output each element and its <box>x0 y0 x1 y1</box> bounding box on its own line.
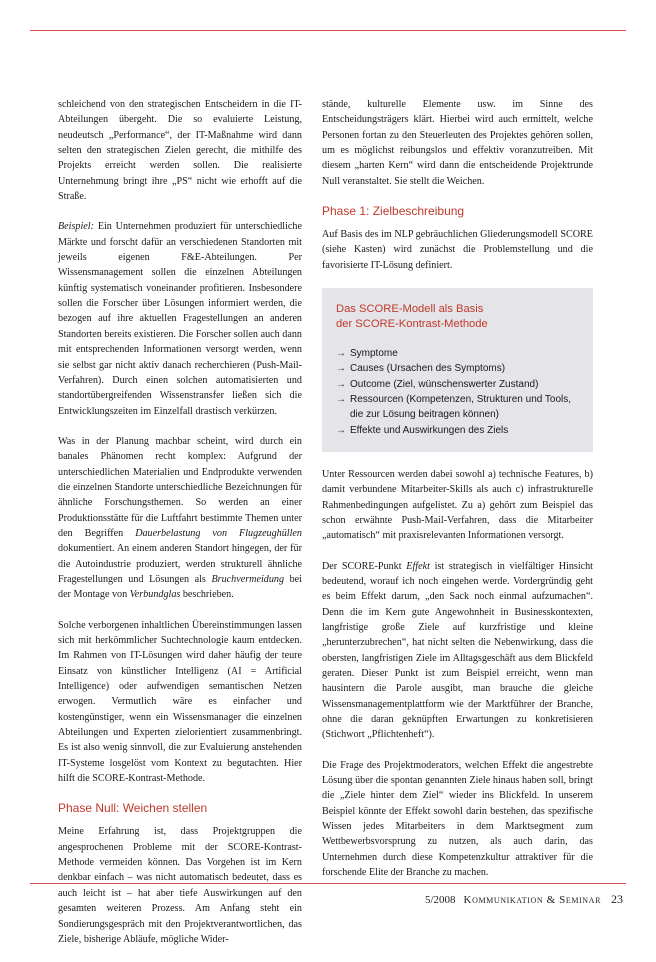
bottom-rule <box>30 883 626 884</box>
arrow-right-icon: → <box>336 348 346 360</box>
text-span: ist strategisch in vielfältiger Hinsicht bedeutend, worauf ich noch eingehen werde. Vordergründig geht es beim Effekt darum, „den Sack noch einmal aufzumachen“. Denn die im Kern gute Angewohnheit in Businesskontexten, langfristige große Ziele auf kurzfristige und kleine „herunterzubrechen“, hat nicht selten die Nebenwirkung, dass die obersten, langfristigen Ziele im Alltagsgeschäft aus dem Blickfeld geraten. Dieser Punkt ist zum Beispiel erreicht, wenn man hausintern die Parole ausgibt, man brauche die gleiche Wissensmanagementplattform wie der Marktführer der Branche, ohne die daran geknüpften Erwartungen zu konkretisieren (Stichwort „Pflichtenheft“). <box>322 560 593 741</box>
example-paragraph <box>58 219 302 418</box>
list-item-label: Effekte und Auswirkungen des Ziels <box>350 424 509 436</box>
arrow-right-icon: → <box>336 363 346 375</box>
paragraph: schleichend von den strategischen Entscheidern in die IT-Abteilungen übergeht. Die so evaluierte Leistung, neudeutsch „Performance“, der IT-Maßnahme wird dann selten den strategischen Zielen gerecht, die mithilfe des Projekts erreicht werden sollen. Die realisierte Unternehmung bringt ihre „PS“ nicht wie erhofft auf die Straße. <box>58 99 302 203</box>
text-span: bei der Montage von <box>58 573 302 601</box>
list-item <box>336 377 579 392</box>
top-rule <box>30 30 626 31</box>
page-number: 23 <box>611 892 623 906</box>
list-item-label: Outcome (Ziel, wünschenswerter Zustand) <box>350 378 539 390</box>
score-model-box <box>322 288 593 452</box>
example-text: Ein Unternehmen produziert für unterschiedliche Märkte und forscht dafür an verschiedenen Standorten mit jeweils eigenen F&E-Abteilungen. Per Wissensmanagement sollen die einzelnen Abteilungen künftig systematisch voneinander profitieren. Insbesondere sollen die Forscher über Lösungen informiert werden, die bezogen auf ihre aktuellen Fragestellungen an anderen Standorten bereits existieren. Die Forscher sollen auch dann mit entsprechenden Informationen versorgt werden, wenn sie selbst gar nicht aktiv danach recherchieren (Push-Mail-Verfahren). Durch einen solchen automatisierten und standortübergreifenden Wissenstransfer ließen sich die Entwicklungszeiten im Einzelfall drastisch verkürzen. <box>58 221 302 417</box>
left-column <box>58 97 302 962</box>
box-title-line: der SCORE-Kontrast-Methode <box>336 318 488 331</box>
text-span: Der SCORE-Punkt <box>322 560 407 572</box>
text-span: dokumentiert. An einem anderen Standort hingegen, der für die Autoindustrie produziert, werden strukturell ähnliche Fragestellungen und Lösungen als <box>58 543 302 585</box>
example-label: Beispiel: <box>58 221 94 233</box>
right-column <box>322 97 593 895</box>
list-item <box>336 346 579 361</box>
emphasis: Effekt <box>406 560 430 572</box>
paragraph: Die Frage des Projektmoderators, welchen Effekt die angestrebte Lösung über die spontan genannten Ziele hinaus haben soll, bringt die „Ziele hinter dem Ziel“ wieder ins Blickfeld. In unserem Beispiel könnte der Effekt sowohl darin bestehen, das spezifische Wissen jedes Mitarbeiters in dem Marktsegment zum Wettbewerbsvorsprung zu nutzen, als auch darin, das Unternehmen durch diese Kompetenzkultur attraktiver für die forschende Elite der Branche zu machen. <box>322 759 593 879</box>
page-footer <box>425 892 623 907</box>
list-item-label: Symptome <box>350 348 398 360</box>
emphasis: Bruchvermeidung <box>211 573 285 585</box>
list-item <box>336 392 579 423</box>
text-span: beschrieben. <box>180 589 234 601</box>
paragraph: Solche verborgenen inhaltlichen Übereinstimmungen lassen sich mit herkömmlicher Suchtechnologie kaum entdecken. Im Rahmen von IT-Lösungen wird daher häufig der teure Einsatz von künstlicher Intelligenz (AI = Artificial Intelligence) oder aufwendigen semantischen Netzen erwogen. Vermutlich wäre es einfacher und kostengünstiger, wenn ein Wissensmanager die einzelnen Abteilungen und Experten zielorientiert zusammenbringt. Es ist also wenig sinnvoll, die zur Evaluierung anstehenden IT-Systeme losgelöst vom Kontext zu begutachten. Hier hilft die SCORE-Kontrast-Methode. <box>58 619 302 785</box>
emphasis: Verbundglas <box>129 589 181 601</box>
arrow-right-icon: → <box>336 424 346 436</box>
magazine-name: Kommunikation & Seminar <box>463 894 601 906</box>
paragraph <box>322 559 593 743</box>
emphasis: Dauerbelastung von Flugzeughüllen <box>135 527 302 539</box>
section-heading-phase-1: Phase 1: Zielbeschreibung <box>322 204 465 219</box>
paragraph: stände, kulturelle Elemente usw. im Sinne des Entscheidungsträgers klärt. Hierbei wird auch ermittelt, welche Personen fortan zu den Steuerleuten des Projektes gehören sollen, um es möglichst reibungslos und effektiv voranzutreiben. Mit diesem „harten Kern“ wird dann die entscheidende Projektrunde Null veranstaltet. Sie stellt die Weichen. <box>322 99 593 187</box>
box-title <box>336 302 579 332</box>
paragraph: Meine Erfahrung ist, dass Projektgruppen die angesprochenen Probleme mit der SCORE-Kontrast-Methode vermeiden können. Das Vorgehen ist im Kern denkbar einfach – was nicht automatisch bedeutet, dass es auch leicht ist – hat aber tiefe Auswirkungen auf den gesamten weiteren Prozess. Am Anfang steht ein Sondierungsgespräch mit den Projektverantwortlichen, das Ziele, bisherige Abläufe, mögliche Wider- <box>58 826 302 945</box>
list-item <box>336 423 579 438</box>
box-title-line: Das SCORE-Modell als Basis <box>336 303 484 316</box>
paragraph <box>58 434 302 603</box>
list-item <box>336 361 579 376</box>
arrow-right-icon: → <box>336 378 346 390</box>
list-item-label: Causes (Ursachen des Symptoms) <box>350 363 506 375</box>
list-item-label: Ressourcen (Kompetenzen, Strukturen und Tools, die zur Lösung beitragen können) <box>350 393 572 421</box>
issue-number: 5/2008 <box>424 894 456 906</box>
section-heading-phase-null: Phase Null: Weichen stellen <box>58 801 208 816</box>
score-list <box>336 346 579 438</box>
text-span: Was in der Planung machbar scheint, wird durch ein banales Phänomen recht komplex: Aufgrund der unterschiedlichen Materialien und Endprodukte verwenden die einzelnen Standorte unterschiedliche Bezeichnungen für ähnliche Forschungsthemen. So werden an einer Produktionsstätte für die Luftfahrt bestimmte Themen unter den Begriffen <box>58 435 302 539</box>
paragraph: Auf Basis des im NLP gebräuchlichen Gliederungsmodell SCORE (siehe Kasten) wird zunächst die Problemstellung und die favorisierte IT-Lösung definiert. <box>322 229 593 271</box>
paragraph: Unter Ressourcen werden dabei sowohl a) technische Features, b) damit verbundene Mitarbeiter-Skills als auch c) infrastrukturelle Rahmenbedingungen aufgelistet. Zu a) gehört zum Beispiel das schon erwähnte Push-Mail-Verfahren, dass die Mitarbeiter „automatisch“ mit praxisrelevanten Informationen versorgt. <box>322 468 593 542</box>
arrow-right-icon: → <box>336 393 346 405</box>
